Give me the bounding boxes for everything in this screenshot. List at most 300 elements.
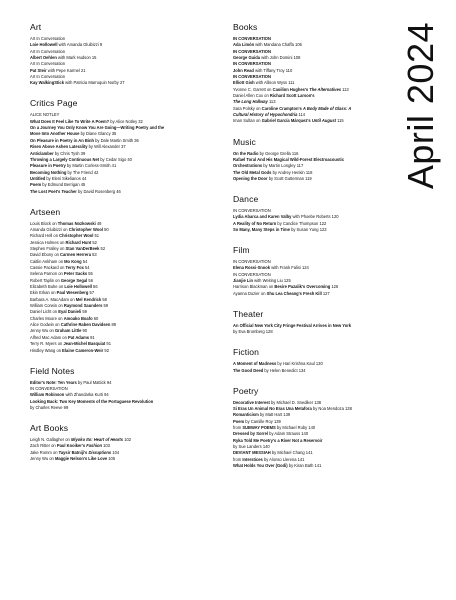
entry-title: Editor's Note: Ten Years <box>30 379 77 385</box>
entry-text: 52 <box>99 246 106 251</box>
toc-entry[interactable] <box>30 259 220 264</box>
toc-entry[interactable] <box>233 444 388 449</box>
toc-entry[interactable] <box>233 118 388 123</box>
entry-title: Interstices <box>242 456 263 462</box>
section-heading: Artseen <box>30 206 61 217</box>
entry-title: IN CONVERSATION <box>233 74 271 80</box>
entry-text: 115 <box>336 118 344 124</box>
entry-title: Elliott Gish <box>233 80 255 86</box>
toc-entry[interactable] <box>30 297 220 302</box>
entry-title: Christopher Wool <box>59 233 94 239</box>
entry-text: 56 <box>91 284 98 290</box>
entry-text: by Alonso Llerena 141 <box>262 456 305 462</box>
toc-entry[interactable] <box>233 291 388 296</box>
entry-text: Elizabeth Buhe on <box>30 284 65 290</box>
entry-text: Sara Polsky on <box>233 105 262 111</box>
toc-entry[interactable] <box>233 151 388 156</box>
entry-text: 113 <box>341 86 349 92</box>
entry-title-italic: Until August <box>311 118 336 124</box>
section-artseen <box>30 207 220 353</box>
section-heading: Dance <box>233 193 259 204</box>
entry-title: What Holds You Over (Godi) <box>233 463 288 468</box>
entry-text: Robert Taplin on <box>30 277 61 283</box>
toc-entry[interactable] <box>30 348 220 353</box>
entry-text: by Hari Krishna Kaul 130 <box>276 361 323 367</box>
entry-text: Ekin Erkan on <box>30 290 57 296</box>
entry-text: 91 <box>89 334 95 340</box>
section-dance <box>233 194 388 232</box>
entry-text: by Helen Benedict 134 <box>263 367 306 373</box>
toc-entry[interactable] <box>233 170 388 175</box>
entry-text: by Scott Gutterman 119 <box>267 175 312 181</box>
entry-text: Charles Moore on <box>30 315 64 321</box>
toc-entry[interactable] <box>30 182 220 187</box>
toc-entry[interactable] <box>30 80 220 85</box>
entry-text: by Michael Ruby 140 <box>275 424 316 430</box>
entry-text: 50 <box>102 226 109 232</box>
entry-text: Jenny Wu on <box>30 328 55 334</box>
section-heading: Art Books <box>30 422 69 433</box>
entry-title: Anticlamber <box>30 150 54 156</box>
toc-entry[interactable] <box>30 322 220 327</box>
entry-text: by Kiran Bath 141 <box>287 463 322 468</box>
entry-text: by Paul Mattick 94 <box>76 379 112 385</box>
entry-text: Louis Block on <box>30 220 58 226</box>
entry-text: by Eva Bromberg 128 <box>233 329 273 335</box>
toc-entry[interactable] <box>30 443 220 448</box>
entry-text: Caitlin Ankham on <box>30 258 65 264</box>
toc-middle-column <box>233 22 388 481</box>
toc-entry[interactable] <box>233 425 388 430</box>
entry-title: IN CONVERSATION <box>233 48 271 54</box>
toc-entry[interactable] <box>30 144 220 149</box>
toc-entry[interactable] <box>233 55 388 60</box>
toc-entry[interactable] <box>30 131 220 136</box>
entry-title: Besire Pazalik's Overcoming <box>274 284 331 290</box>
toc-entry[interactable] <box>30 176 220 181</box>
entry-text: Jake Romm on <box>30 449 59 455</box>
toc-entry[interactable] <box>233 49 388 54</box>
entry-text: 114 <box>297 112 306 118</box>
toc-entry[interactable] <box>30 240 220 245</box>
toc-entry[interactable] <box>30 335 220 340</box>
section-heading: Film <box>233 245 250 256</box>
toc-entry[interactable] <box>30 74 220 79</box>
toc-entry[interactable] <box>30 380 220 385</box>
toc-entry[interactable] <box>233 42 388 47</box>
entry-text: 51 <box>93 233 100 239</box>
entry-text: with Phoebe Roberts 120 <box>291 214 339 220</box>
entry-title: Risen Above Ashen Laterality <box>30 144 88 150</box>
section-heading: Critics Page <box>30 98 78 109</box>
entry-title: Kay WalkingStick <box>30 80 64 86</box>
entry-title: Loie Hollowell <box>64 284 92 290</box>
toc-entry[interactable] <box>30 278 220 283</box>
toc-entry[interactable] <box>233 278 388 283</box>
toc-entry[interactable] <box>30 36 220 41</box>
entry-title: John Read <box>233 67 254 73</box>
entry-title: Thomas Nozkowski <box>57 220 96 226</box>
entry-title: Graham Little <box>54 328 82 334</box>
section-heading: Books <box>233 22 258 32</box>
entry-text: by Edmund Berrigan 45 <box>41 182 86 188</box>
entry-text: 91 <box>105 341 111 347</box>
entry-text: ALICE NOTLEY <box>30 112 60 118</box>
entry-title: Richard Hunt <box>65 239 92 245</box>
entry-text: Ayanna Dozier on <box>233 290 267 296</box>
entry-text: IN CONVERSATION <box>30 385 68 391</box>
toc-entry[interactable] <box>233 176 388 181</box>
entry-text: by Will Alexander 37 <box>87 144 126 150</box>
entry-title: Taysir Batniji's <box>58 449 89 455</box>
entry-title: Ada Limón <box>233 42 255 48</box>
entry-text: by Susan Yung 123 <box>289 226 327 232</box>
entry-title: Maggie Nelson's Like Love <box>54 456 108 461</box>
toc-entry[interactable] <box>233 406 388 411</box>
toc-entry[interactable] <box>30 68 220 73</box>
entry-text: Jessica Holmes on <box>30 239 66 245</box>
toc-entry[interactable] <box>233 272 388 277</box>
entry-title: Loie Hollowell <box>30 42 58 48</box>
entry-title: Stan VanDerBeek <box>65 246 100 251</box>
entry-text: 105 <box>107 456 116 461</box>
toc-entry[interactable] <box>30 309 220 314</box>
entry-text: with Patricia Marroquin Norby 27 <box>63 80 125 86</box>
toc-entry[interactable] <box>30 246 220 251</box>
entry-title: On a Journey You Only Know You Are Going—Writing Poetry and the <box>30 125 165 131</box>
toc-entry[interactable] <box>30 49 220 54</box>
entry-title: Pat Steir <box>30 67 47 73</box>
entry-text: IN CONVERSATION <box>233 271 271 277</box>
entry-title: Caroline Crampton's <box>261 105 303 111</box>
toc-entry[interactable] <box>30 221 220 226</box>
entry-text: 54 <box>83 265 90 271</box>
toc-entry[interactable] <box>233 361 388 366</box>
entry-text: with Amanda Gluibizzi 9 <box>57 42 103 48</box>
entry-text: by Adam Strauss 140 <box>268 431 309 437</box>
entry-title-italic: A Body Made of Glass: A <box>302 105 352 111</box>
entry-title: Ryka Told Me Poetry's a River Not a Reservoir <box>233 437 323 443</box>
entry-title: So Many, Many Steps in Time <box>233 226 290 232</box>
entry-title: Elaine Cameron-Weir <box>62 347 104 353</box>
toc-entry[interactable] <box>233 323 388 328</box>
toc-entry[interactable] <box>30 233 220 238</box>
entry-text: Amanda Gluibizzi on <box>30 226 69 232</box>
toc-entry[interactable] <box>233 329 388 334</box>
section-fiction <box>233 347 388 372</box>
entry-text: Leigh N. Gallagher on <box>30 436 71 442</box>
entry-title: Opening the Door <box>233 175 268 181</box>
entry-title: Becoming Nothing <box>30 169 67 175</box>
toc-entry[interactable] <box>30 170 220 175</box>
toc-entry[interactable] <box>30 42 220 47</box>
toc-entry[interactable] <box>233 221 388 226</box>
toc-entry[interactable] <box>30 386 220 391</box>
entry-text: 104 <box>111 449 120 455</box>
toc-entry[interactable] <box>30 271 220 276</box>
entry-title: A Reality of No Return <box>233 220 277 226</box>
toc-entry[interactable] <box>233 227 388 232</box>
entry-title-italic: Cultural History of Hypochondria <box>233 112 298 118</box>
entry-text: Daniel Allen Cox on <box>233 93 270 99</box>
entry-title: Eyal Danieli <box>58 309 82 315</box>
entry-text: by Matt Hart 139 <box>258 412 291 418</box>
toc-entry[interactable] <box>233 61 388 66</box>
entry-title: IN CONVERSATION <box>233 61 271 67</box>
toc-entry[interactable] <box>233 36 388 41</box>
entry-text: with Mark Hudson 15 <box>56 55 97 61</box>
toc-entry[interactable] <box>233 265 388 270</box>
entry-title: Orchestrations <box>233 163 263 169</box>
entry-text: by Cedar Sigo 40 <box>99 156 132 162</box>
entry-text: David Ebony on <box>30 252 61 258</box>
entry-title: What Does It Feel Like To Write A Poem? <box>30 118 110 124</box>
entry-text: with Tiffany Troy 110 <box>253 67 293 73</box>
entry-text: Alfred Mac Adam on <box>30 334 68 340</box>
entry-title: Throwing a Largely Continuous Net <box>30 156 100 162</box>
toc-entry[interactable] <box>30 290 220 295</box>
entry-text: with Allison Wyss 111 <box>254 80 295 86</box>
toc-entry[interactable] <box>233 87 388 92</box>
toc-entry[interactable] <box>30 437 220 442</box>
section-heading: Music <box>233 136 256 147</box>
entry-title: Rafael Toral And His Magical Wild-Forest Electroacoustic <box>233 156 344 162</box>
toc-entry[interactable] <box>30 316 220 321</box>
entry-text: 58 <box>101 296 107 302</box>
entry-title: Paul Kooiker's <box>56 443 87 449</box>
entry-text: by Martin Corless-Smith 41 <box>65 163 117 169</box>
entry-text: 53 <box>91 252 97 258</box>
toc-entry[interactable] <box>233 284 388 289</box>
entry-text: by Noa Mendoza 138 <box>311 405 352 411</box>
entry-text: Hindley Wang on <box>30 347 63 353</box>
entry-text: 126 <box>330 284 339 290</box>
toc-entry[interactable] <box>30 125 220 130</box>
entry-title: Jean-Michel Basquiat <box>63 341 106 347</box>
toc-entry[interactable] <box>233 163 388 168</box>
toc-entry[interactable] <box>233 74 388 79</box>
toc-entry[interactable] <box>30 189 220 194</box>
toc-entry[interactable] <box>233 68 388 73</box>
entry-text: by Dale Martin Smith 36 <box>94 137 139 143</box>
entry-text: Art In Conversation <box>30 48 66 54</box>
entry-title: Peter Sacks <box>63 271 88 277</box>
section-heading: Fiction <box>233 347 260 358</box>
section-film <box>233 245 388 296</box>
toc-entry[interactable] <box>30 450 220 455</box>
section-heading: Poetry <box>233 385 259 396</box>
entry-text: Harrison Blackman on <box>233 284 275 290</box>
toc-entry[interactable] <box>233 157 388 162</box>
toc-entry[interactable] <box>233 368 388 373</box>
entry-title: Paul Wesenberg <box>56 290 89 296</box>
toc-entry[interactable] <box>233 463 388 468</box>
toc-entry[interactable] <box>30 138 220 143</box>
entry-title: Pat Adams <box>68 334 90 340</box>
toc-entry[interactable] <box>233 80 388 85</box>
entry-text: Art In Conversation <box>30 36 66 41</box>
toc-entry[interactable] <box>30 399 220 404</box>
toc-entry[interactable] <box>233 99 388 104</box>
entry-text: 92 <box>103 347 109 353</box>
entry-title: Shu Lea Cheang's Fresh Kill <box>266 290 322 296</box>
entry-title: Gabriel García Márquez's <box>261 118 312 124</box>
toc-entry[interactable] <box>233 214 388 219</box>
entry-text: by Eleni Sikelianos 44 <box>45 175 87 181</box>
entry-text: 59 <box>102 303 109 309</box>
entry-title: The Good Deed <box>233 367 264 373</box>
toc-entry[interactable] <box>233 259 388 264</box>
entry-text: Daniel Licht on <box>30 309 59 315</box>
toc-entry[interactable] <box>30 55 220 60</box>
section-art-books <box>30 423 220 461</box>
entry-text: Stephen Fralley on <box>30 246 66 251</box>
toc-entry[interactable] <box>233 208 388 213</box>
entry-title: Romanticism <box>233 412 259 418</box>
section-heading: Field Notes <box>30 365 75 376</box>
entry-text: Selena Parnon on <box>30 271 64 277</box>
entry-title-italic: Fashion <box>86 443 102 449</box>
toc-entry[interactable] <box>30 151 220 156</box>
toc-entry[interactable] <box>30 303 220 308</box>
entry-text: from <box>233 456 243 462</box>
toc-entry[interactable] <box>30 119 220 124</box>
toc-entry[interactable] <box>233 106 388 111</box>
toc-entry[interactable] <box>30 284 220 289</box>
entry-text: Jenny Wu on <box>30 456 55 461</box>
entry-title: The Old Metal Gods <box>233 169 272 175</box>
entry-text: Cassie Packard on <box>30 265 66 271</box>
entry-text: Richard Hell on <box>30 233 60 239</box>
entry-text: by Chris Tysh 39 <box>53 150 86 156</box>
entry-text: by Sue Landers 140 <box>233 443 270 449</box>
section-heading: Theater <box>233 308 264 319</box>
section-music <box>233 137 388 181</box>
toc-entry[interactable] <box>233 457 388 462</box>
entry-text: 103 <box>101 443 110 449</box>
entry-text: 60 <box>92 315 99 321</box>
section-books <box>233 22 388 124</box>
entry-title: On Pleasure in Poetry in An Binh <box>30 137 94 143</box>
entry-text: 52 <box>91 239 97 245</box>
toc-entry[interactable] <box>30 456 220 461</box>
section-theater <box>233 309 388 334</box>
toc-entry[interactable] <box>30 265 220 270</box>
toc-entry[interactable] <box>30 163 220 168</box>
entry-title: Mel Kendrick <box>75 296 102 302</box>
toc-entry[interactable] <box>233 419 388 424</box>
entry-title: A Moment of Madness <box>233 361 277 367</box>
entry-text: Art In Conversation <box>30 74 66 80</box>
toc-entry[interactable] <box>30 61 220 66</box>
toc-entry[interactable] <box>233 400 388 405</box>
entry-text: from <box>233 424 243 430</box>
entry-text: by George Grella 116 <box>258 150 299 156</box>
entry-text: 113 <box>267 99 276 105</box>
toc-entry[interactable] <box>233 93 388 98</box>
toc-entry[interactable] <box>233 450 388 455</box>
toc-entry[interactable] <box>30 227 220 232</box>
entry-title: Pleasure in Poetry <box>30 163 66 169</box>
entry-text: William Corwin on <box>30 303 64 309</box>
toc-entry[interactable] <box>30 405 220 410</box>
entry-text: 59 <box>81 309 87 315</box>
toc-entry[interactable] <box>233 431 388 436</box>
entry-text: Alice Godwin on <box>30 322 61 328</box>
section-art <box>30 22 220 85</box>
entry-title: George Guida <box>233 55 261 61</box>
toc-entry[interactable] <box>30 392 220 397</box>
entry-title-italic: The Long Hallway <box>233 99 268 105</box>
toc-left-column <box>30 22 220 474</box>
toc-entry[interactable] <box>30 157 220 162</box>
entry-text: 56 <box>87 277 93 283</box>
toc-entry[interactable] <box>30 341 220 346</box>
entry-text: Barbara A. MacAdam on <box>30 296 76 302</box>
entry-text: by The Friend 42 <box>66 169 99 175</box>
entry-text: with Pepe Karmel 21 <box>46 67 86 73</box>
entry-text: Terry R. Myers on <box>30 341 64 347</box>
entry-text: 89 <box>110 322 117 328</box>
entry-title: Lydia Abarca and Karen Valby <box>233 214 292 220</box>
entry-text: by Charles Reeve 99 <box>30 404 69 410</box>
entry-text: Yvonne C. Garrett on <box>233 86 273 92</box>
entry-title: Untitled <box>30 175 46 181</box>
entry-title: Albert Oehlen <box>30 55 57 61</box>
entry-title: Raymond Saunders <box>63 303 103 309</box>
toc-entry[interactable] <box>30 112 220 117</box>
entry-text: 57 <box>88 290 95 296</box>
toc-entry[interactable] <box>233 412 388 417</box>
entry-title: Terry Fox <box>65 265 84 271</box>
toc-entry[interactable] <box>30 252 220 257</box>
entry-text: with Zhandarka Kurti 94 <box>64 392 109 398</box>
section-poetry <box>233 386 388 468</box>
entry-title: SUBWAY POEMS <box>242 424 276 430</box>
entry-title: Elena Rossi-Snook <box>233 265 271 271</box>
toc-entry[interactable] <box>233 112 388 117</box>
entry-text: with Frank Falisi 124 <box>270 265 309 271</box>
toc-entry[interactable] <box>30 328 220 333</box>
entry-title: Cathrine Raben Davidsen <box>60 322 111 328</box>
entry-title: Carmen Herrera <box>60 252 91 258</box>
entry-text: 48 <box>95 220 102 226</box>
entry-text: by Camille Roy 139 <box>244 418 281 424</box>
entry-title: William Robinson <box>30 392 65 398</box>
entry-text: 55 <box>87 271 93 277</box>
entry-title: Caoilinn Hughes's <box>272 86 310 92</box>
entry-text: IN CONVERSATION <box>233 259 271 265</box>
entry-text: 90 <box>81 328 88 334</box>
entry-title: Richard Scott Larson's <box>269 93 315 99</box>
entry-title: Move Into Another House <box>30 131 80 137</box>
entry-text: by Michael Chang 141 <box>270 450 313 456</box>
entry-title: DEVIANT MESSIAH <box>233 450 271 456</box>
entry-title-italic: The Alternatives <box>309 86 341 92</box>
entry-title: George Segal <box>60 277 88 283</box>
entry-title: On the Radio <box>233 150 259 156</box>
entry-text: Iman Sultan on <box>233 118 262 124</box>
section-field-notes <box>30 366 220 410</box>
section-heading: Art <box>30 22 42 32</box>
entry-title: An Official New York City Fringe Festival Arrives in New York <box>233 322 352 328</box>
entry-text: by Michael D. Snediker 138 <box>269 399 322 405</box>
entry-title: Poem <box>30 182 42 188</box>
toc-entry[interactable] <box>233 438 388 443</box>
entry-text: 102 <box>123 436 132 442</box>
entry-title: Mo Kong <box>64 258 82 264</box>
entry-text: by Alice Notley 32 <box>109 118 143 124</box>
